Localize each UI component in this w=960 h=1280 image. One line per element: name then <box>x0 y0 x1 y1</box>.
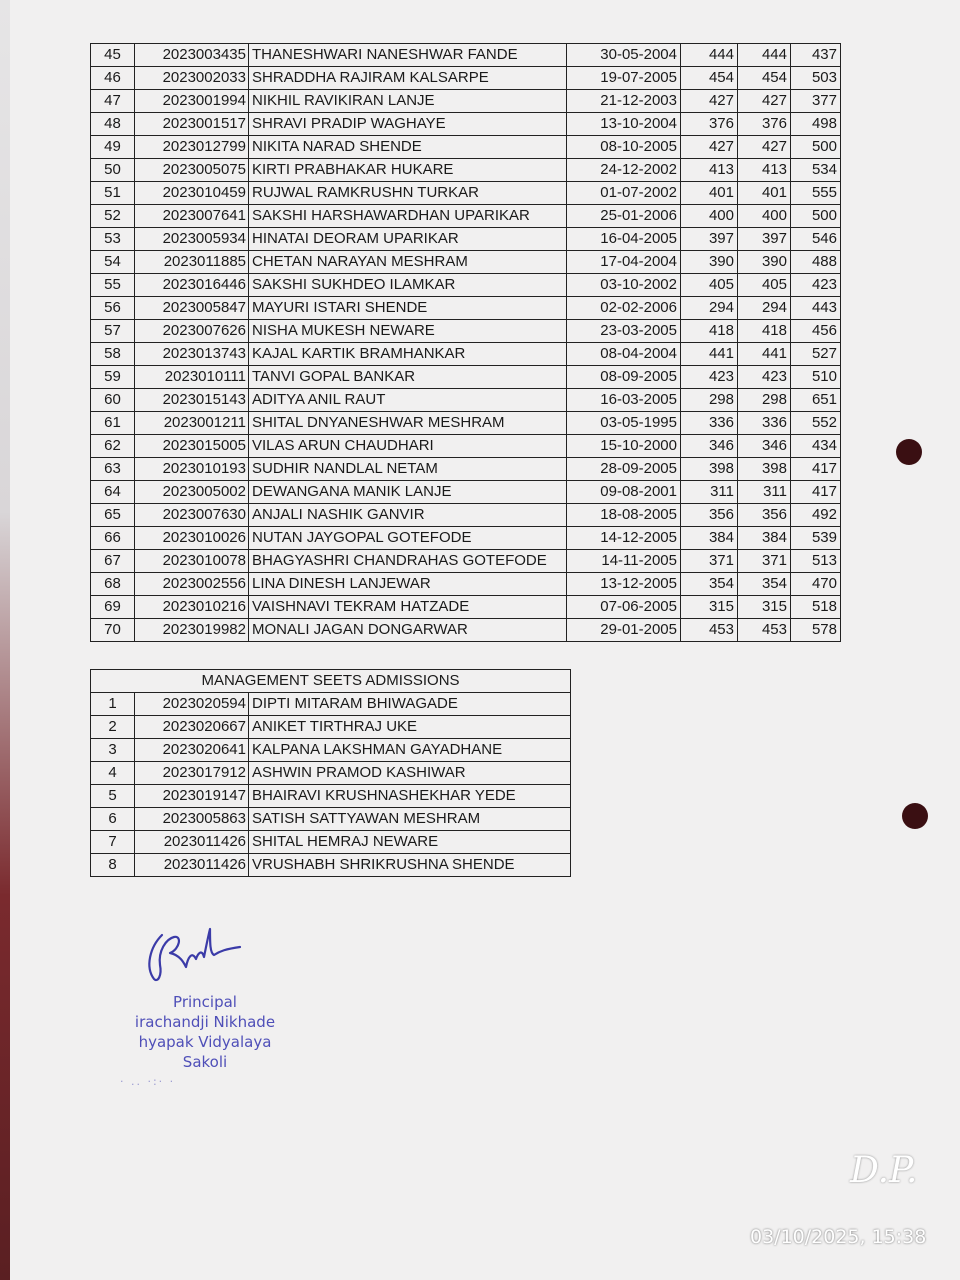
student-name-cell: MONALI JAGAN DONGARWAR <box>249 619 567 642</box>
application-id-cell: 2023011426 <box>135 831 249 854</box>
student-name-cell: SHRADDHA RAJIRAM KALSARPE <box>249 67 567 90</box>
student-name-cell: KAJAL KARTIK BRAMHANKAR <box>249 343 567 366</box>
serial-cell: 8 <box>91 854 135 877</box>
marks-cell: 311 <box>681 481 738 504</box>
adjacent-page-edge <box>0 0 10 1280</box>
stamp-institution-line: irachandji Nikhade <box>134 1013 276 1031</box>
stamp-smudge: · .. ·:· · <box>120 1075 176 1088</box>
application-id-cell: 2023005847 <box>135 297 249 320</box>
management-admissions-table <box>90 669 571 877</box>
marks-cell: 371 <box>681 550 738 573</box>
student-name-cell: BHAGYASHRI CHANDRAHAS GOTEFODE <box>249 550 567 573</box>
table-row <box>91 596 841 619</box>
serial-cell: 1 <box>91 693 135 716</box>
table-row <box>91 831 571 854</box>
marks-cell: 400 <box>738 205 791 228</box>
application-id-cell: 2023015143 <box>135 389 249 412</box>
marks-cell: 427 <box>738 90 791 113</box>
marks-cell: 434 <box>791 435 841 458</box>
table-row <box>91 435 841 458</box>
application-id-cell: 2023010111 <box>135 366 249 389</box>
application-id-cell: 2023019147 <box>135 785 249 808</box>
birth-date-cell: 15-10-2000 <box>567 435 681 458</box>
table-row <box>91 182 841 205</box>
student-name-cell: HINATAI DEORAM UPARIKAR <box>249 228 567 251</box>
serial-cell: 58 <box>91 343 135 366</box>
table-row <box>91 619 841 642</box>
marks-cell: 427 <box>681 90 738 113</box>
application-id-cell: 2023001517 <box>135 113 249 136</box>
table-row <box>91 550 841 573</box>
serial-cell: 2 <box>91 716 135 739</box>
application-id-cell: 2023001211 <box>135 412 249 435</box>
birth-date-cell: 14-12-2005 <box>567 527 681 550</box>
serial-cell: 69 <box>91 596 135 619</box>
serial-cell: 64 <box>91 481 135 504</box>
student-name-cell: CHETAN NARAYAN MESHRAM <box>249 251 567 274</box>
birth-date-cell: 14-11-2005 <box>567 550 681 573</box>
marks-cell: 376 <box>738 113 791 136</box>
marks-cell: 513 <box>791 550 841 573</box>
marks-cell: 315 <box>738 596 791 619</box>
marks-cell: 417 <box>791 458 841 481</box>
application-id-cell: 2023019982 <box>135 619 249 642</box>
marks-cell: 498 <box>791 113 841 136</box>
marks-cell: 423 <box>738 366 791 389</box>
birth-date-cell: 07-06-2005 <box>567 596 681 619</box>
serial-cell: 68 <box>91 573 135 596</box>
marks-cell: 384 <box>738 527 791 550</box>
serial-cell: 46 <box>91 67 135 90</box>
birth-date-cell: 28-09-2005 <box>567 458 681 481</box>
punch-hole-icon <box>896 439 922 465</box>
birth-date-cell: 30-05-2004 <box>567 44 681 67</box>
application-id-cell: 2023005075 <box>135 159 249 182</box>
serial-cell: 65 <box>91 504 135 527</box>
table-row <box>91 44 841 67</box>
application-id-cell: 2023010193 <box>135 458 249 481</box>
student-name-cell: ASHWIN PRAMOD KASHIWAR <box>249 762 571 785</box>
marks-cell: 384 <box>681 527 738 550</box>
student-name-cell: TANVI GOPAL BANKAR <box>249 366 567 389</box>
serial-cell: 54 <box>91 251 135 274</box>
birth-date-cell: 16-04-2005 <box>567 228 681 251</box>
application-id-cell: 2023011885 <box>135 251 249 274</box>
marks-cell: 418 <box>738 320 791 343</box>
serial-cell: 63 <box>91 458 135 481</box>
marks-cell: 377 <box>791 90 841 113</box>
table-row <box>91 136 841 159</box>
stamp-institution-line: hyapak Vidyalaya <box>138 1033 272 1051</box>
marks-cell: 336 <box>738 412 791 435</box>
marks-cell: 444 <box>738 44 791 67</box>
stamp-location: Sakoli <box>182 1053 228 1071</box>
student-name-cell: SAKSHI SUKHDEO ILAMKAR <box>249 274 567 297</box>
marks-cell: 413 <box>738 159 791 182</box>
application-id-cell: 2023007641 <box>135 205 249 228</box>
table-row <box>91 389 841 412</box>
table-row <box>91 159 841 182</box>
stamp-title: Principal <box>173 993 237 1011</box>
table-row <box>91 251 841 274</box>
birth-date-cell: 01-07-2002 <box>567 182 681 205</box>
marks-cell: 527 <box>791 343 841 366</box>
table-row <box>91 113 841 136</box>
application-id-cell: 2023007630 <box>135 504 249 527</box>
application-id-cell: 2023020641 <box>135 739 249 762</box>
birth-date-cell: 13-12-2005 <box>567 573 681 596</box>
application-id-cell: 2023007626 <box>135 320 249 343</box>
photo-timestamp: 03/10/2025, 15:38 <box>750 1226 927 1248</box>
application-id-cell: 2023002033 <box>135 67 249 90</box>
marks-cell: 405 <box>681 274 738 297</box>
serial-cell: 53 <box>91 228 135 251</box>
marks-cell: 418 <box>681 320 738 343</box>
table-row <box>91 366 841 389</box>
application-id-cell: 2023012799 <box>135 136 249 159</box>
marks-cell: 398 <box>738 458 791 481</box>
student-name-cell: SHITAL HEMRAJ NEWARE <box>249 831 571 854</box>
marks-cell: 427 <box>681 136 738 159</box>
table-row <box>91 762 571 785</box>
birth-date-cell: 17-04-2004 <box>567 251 681 274</box>
table-row <box>91 297 841 320</box>
student-name-cell: THANESHWARI NANESHWAR FANDE <box>249 44 567 67</box>
student-name-cell: VILAS ARUN CHAUDHARI <box>249 435 567 458</box>
marks-cell: 294 <box>738 297 791 320</box>
marks-cell: 400 <box>681 205 738 228</box>
student-name-cell: SHRAVI PRADIP WAGHAYE <box>249 113 567 136</box>
birth-date-cell: 08-04-2004 <box>567 343 681 366</box>
table-row <box>91 90 841 113</box>
admissions-table <box>90 43 841 642</box>
marks-cell: 651 <box>791 389 841 412</box>
student-name-cell: NIKITA NARAD SHENDE <box>249 136 567 159</box>
birth-date-cell: 29-01-2005 <box>567 619 681 642</box>
serial-cell: 52 <box>91 205 135 228</box>
marks-cell: 356 <box>681 504 738 527</box>
table-row <box>91 343 841 366</box>
application-id-cell: 2023010216 <box>135 596 249 619</box>
serial-cell: 51 <box>91 182 135 205</box>
application-id-cell: 2023005934 <box>135 228 249 251</box>
application-id-cell: 2023001994 <box>135 90 249 113</box>
student-name-cell: SAKSHI HARSHAWARDHAN UPARIKAR <box>249 205 567 228</box>
marks-cell: 454 <box>738 67 791 90</box>
application-id-cell: 2023020594 <box>135 693 249 716</box>
table-row <box>91 854 571 877</box>
serial-cell: 6 <box>91 808 135 831</box>
student-name-cell: DIPTI MITARAM BHIWAGADE <box>249 693 571 716</box>
marks-cell: 311 <box>738 481 791 504</box>
serial-cell: 60 <box>91 389 135 412</box>
student-name-cell: BHAIRAVI KRUSHNASHEKHAR YEDE <box>249 785 571 808</box>
application-id-cell: 2023017912 <box>135 762 249 785</box>
marks-cell: 503 <box>791 67 841 90</box>
marks-cell: 441 <box>738 343 791 366</box>
table-row <box>91 716 571 739</box>
student-name-cell: LINA DINESH LANJEWAR <box>249 573 567 596</box>
marks-cell: 371 <box>738 550 791 573</box>
marks-cell: 417 <box>791 481 841 504</box>
marks-cell: 354 <box>681 573 738 596</box>
serial-cell: 61 <box>91 412 135 435</box>
marks-cell: 578 <box>791 619 841 642</box>
application-id-cell: 2023013743 <box>135 343 249 366</box>
marks-cell: 390 <box>681 251 738 274</box>
marks-cell: 413 <box>681 159 738 182</box>
student-name-cell: MAYURI ISTARI SHENDE <box>249 297 567 320</box>
marks-cell: 470 <box>791 573 841 596</box>
table-row <box>91 739 571 762</box>
watermark: D.P. <box>850 1150 918 1191</box>
marks-cell: 500 <box>791 205 841 228</box>
marks-cell: 423 <box>791 274 841 297</box>
application-id-cell: 2023003435 <box>135 44 249 67</box>
serial-cell: 47 <box>91 90 135 113</box>
management-table-title: MANAGEMENT SEETS ADMISSIONS <box>91 670 571 693</box>
serial-cell: 70 <box>91 619 135 642</box>
application-id-cell: 2023002556 <box>135 573 249 596</box>
application-id-cell: 2023011426 <box>135 854 249 877</box>
marks-cell: 423 <box>681 366 738 389</box>
application-id-cell: 2023005863 <box>135 808 249 831</box>
student-name-cell: ANJALI NASHIK GANVIR <box>249 504 567 527</box>
marks-cell: 453 <box>738 619 791 642</box>
marks-cell: 441 <box>681 343 738 366</box>
birth-date-cell: 24-12-2002 <box>567 159 681 182</box>
birth-date-cell: 02-02-2006 <box>567 297 681 320</box>
application-id-cell: 2023005002 <box>135 481 249 504</box>
serial-cell: 5 <box>91 785 135 808</box>
marks-cell: 437 <box>791 44 841 67</box>
marks-cell: 346 <box>681 435 738 458</box>
student-name-cell: ANIKET TIRTHRAJ UKE <box>249 716 571 739</box>
serial-cell: 3 <box>91 739 135 762</box>
application-id-cell: 2023020667 <box>135 716 249 739</box>
student-name-cell: NISHA MUKESH NEWARE <box>249 320 567 343</box>
serial-cell: 55 <box>91 274 135 297</box>
table-row <box>91 504 841 527</box>
student-name-cell: NIKHIL RAVIKIRAN LANJE <box>249 90 567 113</box>
marks-cell: 315 <box>681 596 738 619</box>
application-id-cell: 2023010026 <box>135 527 249 550</box>
marks-cell: 453 <box>681 619 738 642</box>
marks-cell: 401 <box>681 182 738 205</box>
table-row <box>91 693 571 716</box>
serial-cell: 57 <box>91 320 135 343</box>
birth-date-cell: 23-03-2005 <box>567 320 681 343</box>
birth-date-cell: 18-08-2005 <box>567 504 681 527</box>
marks-cell: 294 <box>681 297 738 320</box>
birth-date-cell: 03-10-2002 <box>567 274 681 297</box>
marks-cell: 555 <box>791 182 841 205</box>
serial-cell: 50 <box>91 159 135 182</box>
student-name-cell: VAISHNAVI TEKRAM HATZADE <box>249 596 567 619</box>
table-row <box>91 785 571 808</box>
table-row <box>91 573 841 596</box>
student-name-cell: DEWANGANA MANIK LANJE <box>249 481 567 504</box>
marks-cell: 546 <box>791 228 841 251</box>
table-row <box>91 412 841 435</box>
student-name-cell: RUJWAL RAMKRUSHN TURKAR <box>249 182 567 205</box>
application-id-cell: 2023010078 <box>135 550 249 573</box>
management-table-body <box>91 670 571 877</box>
serial-cell: 62 <box>91 435 135 458</box>
student-name-cell: SATISH SATTYAWAN MESHRAM <box>249 808 571 831</box>
student-name-cell: SUDHIR NANDLAL NETAM <box>249 458 567 481</box>
marks-cell: 398 <box>681 458 738 481</box>
marks-cell: 534 <box>791 159 841 182</box>
student-name-cell: SHITAL DNYANESHWAR MESHRAM <box>249 412 567 435</box>
table-row <box>91 481 841 504</box>
serial-cell: 4 <box>91 762 135 785</box>
table-row <box>91 527 841 550</box>
principal-stamp <box>110 992 300 1072</box>
signature-icon <box>140 915 250 990</box>
birth-date-cell: 25-01-2006 <box>567 205 681 228</box>
birth-date-cell: 19-07-2005 <box>567 67 681 90</box>
birth-date-cell: 08-10-2005 <box>567 136 681 159</box>
serial-cell: 56 <box>91 297 135 320</box>
marks-cell: 401 <box>738 182 791 205</box>
management-title-row <box>91 670 571 693</box>
marks-cell: 390 <box>738 251 791 274</box>
marks-cell: 427 <box>738 136 791 159</box>
marks-cell: 354 <box>738 573 791 596</box>
table-row <box>91 808 571 831</box>
table-row <box>91 205 841 228</box>
table-row <box>91 67 841 90</box>
student-name-cell: KIRTI PRABHAKAR HUKARE <box>249 159 567 182</box>
application-id-cell: 2023016446 <box>135 274 249 297</box>
marks-cell: 346 <box>738 435 791 458</box>
marks-cell: 298 <box>681 389 738 412</box>
serial-cell: 45 <box>91 44 135 67</box>
serial-cell: 48 <box>91 113 135 136</box>
table-row <box>91 228 841 251</box>
marks-cell: 336 <box>681 412 738 435</box>
serial-cell: 66 <box>91 527 135 550</box>
serial-cell: 59 <box>91 366 135 389</box>
table-row <box>91 458 841 481</box>
marks-cell: 405 <box>738 274 791 297</box>
marks-cell: 376 <box>681 113 738 136</box>
birth-date-cell: 16-03-2005 <box>567 389 681 412</box>
marks-cell: 518 <box>791 596 841 619</box>
student-name-cell: NUTAN JAYGOPAL GOTEFODE <box>249 527 567 550</box>
marks-cell: 444 <box>681 44 738 67</box>
birth-date-cell: 03-05-1995 <box>567 412 681 435</box>
marks-cell: 298 <box>738 389 791 412</box>
marks-cell: 397 <box>738 228 791 251</box>
birth-date-cell: 09-08-2001 <box>567 481 681 504</box>
punch-hole-icon <box>902 803 928 829</box>
serial-cell: 49 <box>91 136 135 159</box>
marks-cell: 356 <box>738 504 791 527</box>
birth-date-cell: 21-12-2003 <box>567 90 681 113</box>
serial-cell: 7 <box>91 831 135 854</box>
marks-cell: 456 <box>791 320 841 343</box>
marks-cell: 500 <box>791 136 841 159</box>
marks-cell: 552 <box>791 412 841 435</box>
table-row <box>91 274 841 297</box>
serial-cell: 67 <box>91 550 135 573</box>
birth-date-cell: 13-10-2004 <box>567 113 681 136</box>
application-id-cell: 2023010459 <box>135 182 249 205</box>
admissions-table-body <box>91 44 841 642</box>
marks-cell: 510 <box>791 366 841 389</box>
marks-cell: 397 <box>681 228 738 251</box>
marks-cell: 539 <box>791 527 841 550</box>
student-name-cell: VRUSHABH SHRIKRUSHNA SHENDE <box>249 854 571 877</box>
marks-cell: 488 <box>791 251 841 274</box>
student-name-cell: ADITYA ANIL RAUT <box>249 389 567 412</box>
marks-cell: 443 <box>791 297 841 320</box>
marks-cell: 492 <box>791 504 841 527</box>
table-row <box>91 320 841 343</box>
birth-date-cell: 08-09-2005 <box>567 366 681 389</box>
student-name-cell: KALPANA LAKSHMAN GAYADHANE <box>249 739 571 762</box>
marks-cell: 454 <box>681 67 738 90</box>
application-id-cell: 2023015005 <box>135 435 249 458</box>
